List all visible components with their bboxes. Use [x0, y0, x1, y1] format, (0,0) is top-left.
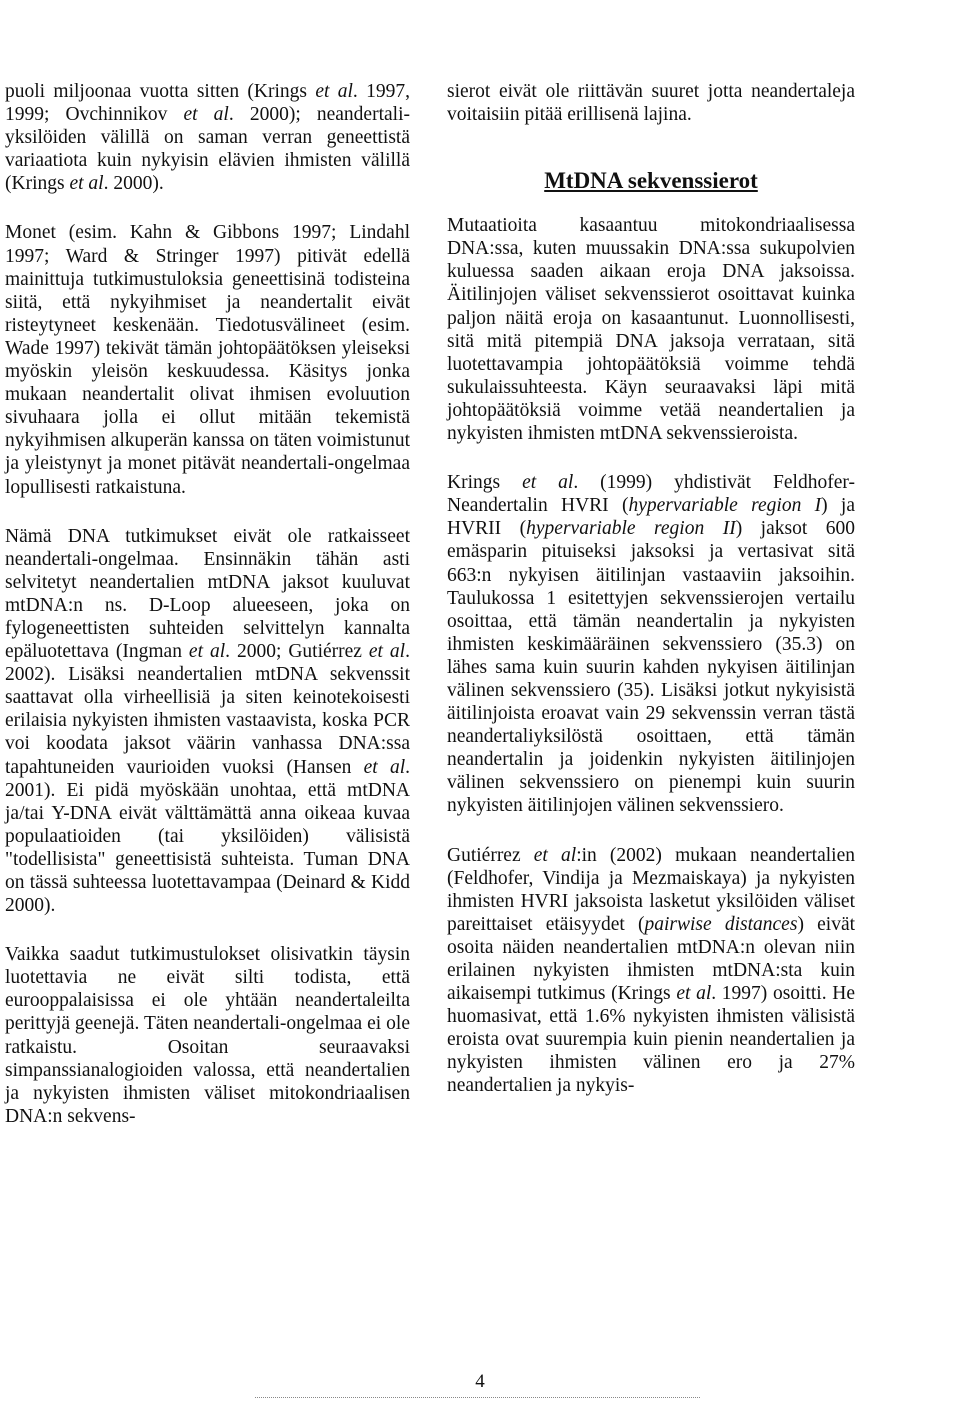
- paragraph: Gutiérrez et al:in (2002) mukaan neandertalien (Feldhofer, Vindija ja Mezmaiskaya) ja nykyisten ihmisten HVRI jaksoista lasketut yksilöiden väliset pareittaiset etäisyydet (pairwise distances) eivät osoita näiden neandertalien mtDNA:n olevan niin erilainen nykyisten ihmisten mtDNA:sta kuin aikaisempi tutkimus (Krings et al. 1997) osoitti. He huomasivat, että 1.6% nykyisten ihmisten välisistä eroista ovat suurempia kuin pienin neandertalien ja nykyisten ihmisten välinen ero ja 27% neandertalien ja nykyis-: [447, 844, 856, 1097]
- italic-text: et al: [533, 844, 577, 866]
- italic-text: et al: [368, 641, 406, 663]
- italic-text: et al: [188, 641, 226, 663]
- paragraph: sierot eivät ole riittävän suuret jotta neandertaleja voitaisiin pitää erillisenä lajina.: [447, 81, 855, 126]
- italic-text: et al: [363, 756, 406, 778]
- italic-text: pairwise distances: [644, 913, 798, 935]
- italic-text: et al: [522, 472, 574, 494]
- italic-text: et al: [315, 81, 353, 102]
- page-number: 4: [475, 1371, 485, 1392]
- paragraph: Monet (esim. Kahn & Gibbons 1997; Lindahl 1997; Ward & Stringer 1997) pitivät edellä mainittuja tutkimustuloksia geneettisinä todisteina siitä, että nykyihmiset ja neandertalit eivät risteytyneet keskenään. Tiedotusvälineet (esim. Wade 1997) tekivät tämän johtopäätöksen yleiseksi myöskin yleisön keskuudessa. Käsitys jonka mukaan neandertalit olivat ihmisen evoluution sivuhaara jolla ei ollut mitään tekemistä nykyihmisen alkuperän kanssa on täten voimistunut ja yleistynyt ja monet pitävät neandertali-ongelmaa lopullisesti ratkaistuna.: [5, 222, 410, 498]
- paragraph: Vaikka saadut tutkimustulokset olisivatkin täysin luotettavia ne eivät silti todista, että eurooppalaisissa ei ole yhtään neandertaleilta perittyjä geenejä. Täten neandertali-ongelmaa ei ole ratkaistu. Osoitan seuraavaksi simpanssianalogioiden valossa, että neandertalien ja nykyisten ihmisten väliset mitokondriaalisen DNA:n sekvens-: [5, 944, 410, 1127]
- paragraph: puoli miljoonaa vuotta sitten (Krings et al. 1997, 1999; Ovchinnikov et al. 2000); neandertali-yksilöiden välillä on saman verran geneettistä variaatiota kuin nykyisin elävien ihmisten välillä (Krings et al. 2000).: [5, 81, 410, 195]
- footer-rule: [255, 1397, 700, 1398]
- right-column: [447, 80, 855, 1098]
- paragraph: Nämä DNA tutkimukset eivät ole ratkaisseet neandertali-ongelmaa. Ensinnäkin tähän asti selvitetyt neandertalien mtDNA jaksot kuuluvat mtDNA:n ns. D-Loop alueeseen, joka on fylogeneettisten suhteiden selvittelyn kannalta epäluotettava (Ingman et al. 2000; Gutiérrez et al. 2002). Lisäksi neandertalien mtDNA sekvenssit saattavat olla virheellisiä ja siten keinotekoisesti erilaisia nykyisten ihmisten vastaavista, koska PCR voi koodata jaksot väärin vanhassa DNA:ssa tapahtuneiden vaurioiden vuoksi (Hansen et al. 2001). Ei pidä myöskään unohtaa, että mtDNA ja/tai Y-DNA eivät välttämättä anna oikeaa kuvaa populaatioiden (tai yksilöiden) välisistä "todellisista" geneettisistä suhteista. Tuman DNA on tässä suhteessa luotettavampaa (Deinard & Kidd 2000).: [5, 525, 410, 917]
- italic-text: et al: [69, 173, 104, 195]
- italic-text: et al: [676, 983, 712, 1005]
- italic-text: hypervariable region I: [628, 495, 822, 517]
- paragraph: Mutaatioita kasaantuu mitokondriaalisessa DNA:ssa, kuten muussakin DNA:ssa sukupolvien kuluessa saaden aikaan eroja DNA jaksoissa. Äitilinjojen väliset sekvenssierot osoittavat kuinka paljon näitä eroja on kasaantunut. Luonnollisesti, sitä mitä pitempiä DNA jaksoja verrataan, sitä luotettavampia johtopäätöksiä voimme tehdä sukulaissuhteesta. Käyn seuraavaksi läpi mitä johtopäätöksiä voimme vetää neandertalien ja nykyisten ihmisten mtDNA sekvenssieroista.: [447, 215, 855, 445]
- italic-text: et al: [183, 104, 229, 126]
- left-column: [5, 80, 410, 1128]
- paragraph: Krings et al. (1999) yhdistivät Feldhofer-Neandertalin HVRI (hypervariable region I) ja HVRII (hypervariable region II) jaksot 600 emäsparin pituiseksi jaksoksi ja vertasivat sitä 663:n nykyisen äitilinjan vastaaviin jaksoihin. Taulukossa 1 esitettyjen sekvenssierojen vertailu osoittaa, että tämän neandertalin ja nykyisten ihmisten keskimääräinen sekvenssiero (35.3) on lähes sama kuin suurin kahden nykyisen äitilinjan välinen sekvenssiero (35). Lisäksi jotkut nykyisistä äitilinjoista eroavat vain 29 sekvenssin verran tästä neandertaliyksilöstä osoittaen, että tämän neandertalin ja joidenkin nykyisten äitilinjojen välinen sekvenssiero on pienempi kuin suurin nykyisten äitilinjojen välinen sekvenssiero.: [447, 472, 856, 817]
- section-heading: MtDNA sekvenssierot: [544, 168, 758, 194]
- italic-text: hypervariable region II: [526, 518, 736, 540]
